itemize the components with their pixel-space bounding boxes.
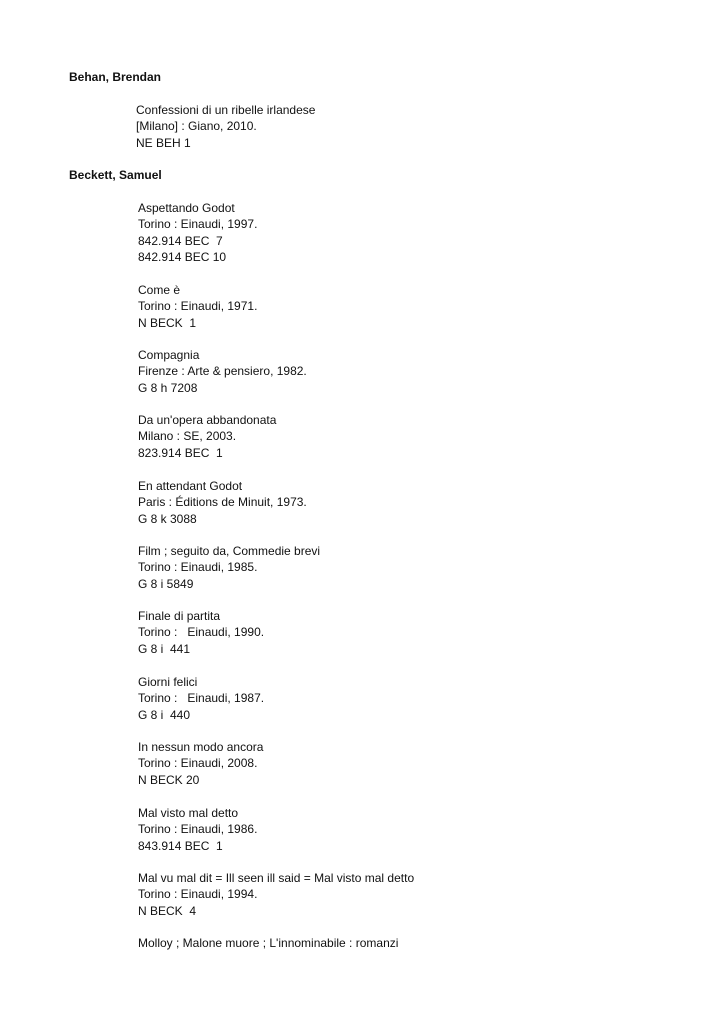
entry-title: Film ; seguito da, Commedie brevi (138, 544, 321, 558)
entry-shelfmark: G 8 i 441 (138, 641, 191, 656)
author-heading: Beckett, Samuel (69, 168, 162, 182)
entry-shelfmark: NE BEH 1 (136, 135, 191, 150)
catalog-entry (138, 200, 257, 266)
entry-title: En attendant Godot (138, 479, 243, 493)
entry-imprint: Firenze : Arte & pensiero, 1982. (138, 364, 307, 379)
entry-shelfmark: N BECK 4 (138, 903, 197, 918)
catalog-entry (138, 739, 263, 788)
catalog-entry (138, 935, 398, 951)
catalog-entry (138, 870, 414, 919)
entry-shelfmark: 823.914 BEC 1 (138, 445, 223, 460)
entry-imprint: Torino : Einaudi, 1987. (138, 691, 265, 706)
entry-shelfmark: G 8 h 7208 (138, 380, 198, 395)
entry-imprint: Torino : Einaudi, 1990. (138, 625, 265, 640)
entry-shelfmark: G 8 k 3088 (138, 511, 197, 526)
entry-title: Confessioni di un ribelle irlandese (136, 103, 316, 117)
entry-imprint: Paris : Éditions de Minuit, 1973. (138, 495, 307, 510)
entry-title: Finale di partita (138, 609, 221, 623)
entry-shelfmark: 843.914 BEC 1 (138, 838, 223, 853)
entry-shelfmark: N BECK 20 (138, 772, 200, 787)
entry-imprint: Torino : Einaudi, 1971. (138, 299, 258, 314)
entry-imprint: [Milano] : Giano, 2010. (136, 119, 257, 134)
entry-title: Come è (138, 283, 181, 297)
catalog-entry (136, 102, 315, 151)
catalog-entry (138, 478, 307, 527)
catalog-entry (138, 543, 320, 592)
entry-title: Compagnia (138, 348, 200, 362)
entry-shelfmark: G 8 i 5849 (138, 576, 194, 591)
catalog-entry (138, 805, 257, 854)
catalog-entry (138, 674, 264, 723)
catalog-entry (138, 347, 307, 396)
entry-imprint: Torino : Einaudi, 1985. (138, 560, 258, 575)
entry-shelfmark: N BECK 1 (138, 315, 197, 330)
entry-shelfmark: 842.914 BEC 7 (138, 233, 223, 248)
entry-shelfmark: 842.914 BEC 10 (138, 250, 227, 265)
entry-title: Giorni felici (138, 675, 198, 689)
entry-imprint: Torino : Einaudi, 1986. (138, 822, 258, 837)
author-heading: Behan, Brendan (69, 70, 162, 84)
entry-title: Da un'opera abbandonata (138, 413, 277, 427)
catalog-entry (138, 282, 257, 331)
catalog-entry (138, 608, 264, 657)
entry-title: Mal vu mal dit = Ill seen ill said = Mal visto mal detto (138, 871, 415, 885)
entry-title: Aspettando Godot (138, 201, 235, 215)
catalog-entry (138, 412, 276, 461)
entry-imprint: Torino : Einaudi, 1994. (138, 887, 258, 902)
entry-imprint: Torino : Einaudi, 2008. (138, 756, 258, 771)
entry-shelfmark: G 8 i 440 (138, 707, 191, 722)
entry-title: Mal visto mal detto (138, 806, 239, 820)
entry-imprint: Milano : SE, 2003. (138, 429, 237, 444)
entry-title: In nessun modo ancora (138, 740, 264, 754)
entry-imprint: Torino : Einaudi, 1997. (138, 217, 258, 232)
entry-title: Molloy ; Malone muore ; L'innominabile : romanzi (138, 936, 399, 950)
